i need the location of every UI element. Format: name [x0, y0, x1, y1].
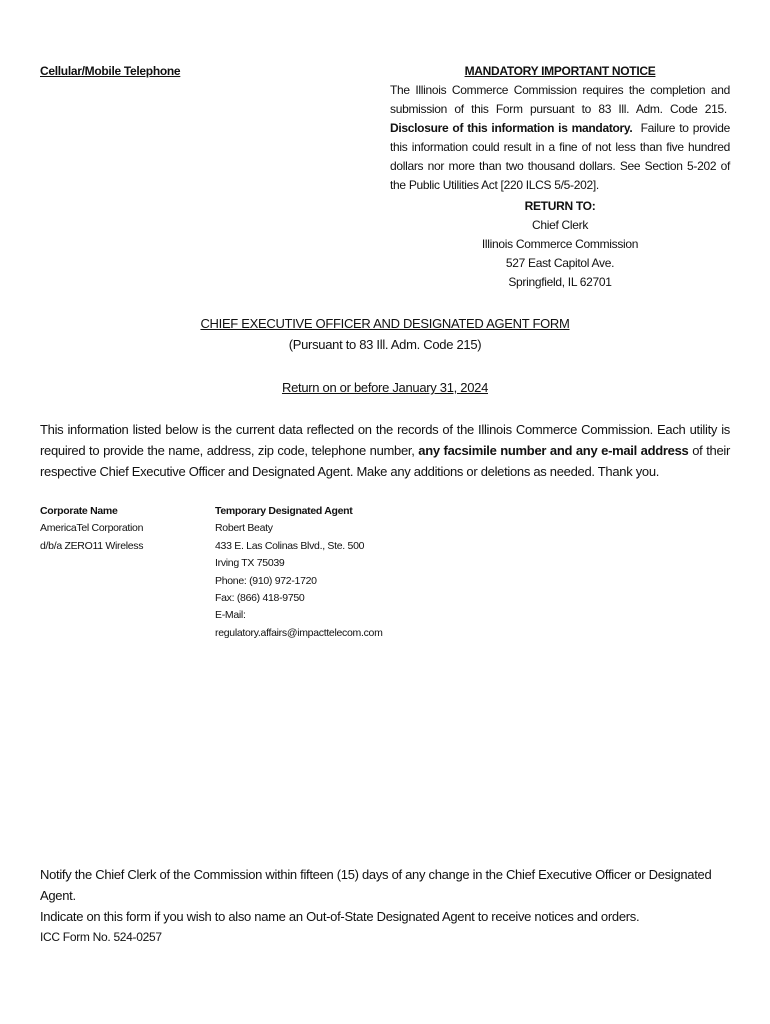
agent-line: Robert Beaty: [215, 522, 273, 535]
return-to-line: Chief Clerk: [531, 218, 589, 232]
corporate-heading: Corporate Name: [40, 505, 118, 517]
agent-line: Phone: (910) 972-1720: [215, 574, 317, 587]
corporate-line: d/b/a ZERO11 Wireless: [40, 539, 144, 552]
return-to-label: RETURN TO:: [524, 199, 596, 213]
return-to-line: 527 East Capitol Ave.: [505, 256, 615, 270]
form-title-block: [0, 313, 770, 355]
info-text-1: This information listed below is the current data reflected on the records of the Illinois Commerce Commission. Each utility is required to provide the name, address, zip code, telephone number,: [40, 422, 730, 458]
agent-heading: Temporary Designated Agent: [215, 505, 353, 517]
form-subtitle: (Pursuant to 83 Ill. Adm. Code 215): [288, 337, 482, 352]
form-title: CHIEF EXECUTIVE OFFICER AND DESIGNATED AGENT FORM: [200, 316, 570, 331]
designated-agent-block: [215, 503, 515, 642]
return-to-line: Illinois Commerce Commission: [481, 237, 639, 251]
agent-line: Irving TX 75039: [215, 557, 285, 570]
mandatory-notice: [390, 62, 730, 195]
corporate-name-block: [40, 503, 210, 555]
footer-note: Indicate on this form if you wish to also name an Out-of-State Designated Agent to receive notices and orders.: [40, 909, 640, 924]
footer-note: Notify the Chief Clerk of the Commission within fifteen (15) days of any change in the Chief Executive Officer or Designated Agent.: [40, 867, 712, 903]
form-number: ICC Form No. 524-0257: [40, 930, 162, 944]
info-paragraph: [40, 419, 730, 482]
notice-title: MANDATORY IMPORTANT NOTICE: [464, 64, 656, 78]
info-bold-text: any facsimile number and any e-mail address: [418, 443, 689, 458]
footer-notes: [40, 864, 730, 927]
agent-line: E-Mail:: [215, 609, 246, 622]
document-type-heading: Cellular/Mobile Telephone: [40, 64, 181, 78]
agent-line: 433 E. Las Colinas Blvd., Ste. 500: [215, 539, 365, 552]
notice-text-2: Failure to provide this information could result in a fine of not less than five hundred dollars nor more than two thousand dollars. See Section 5-202 of the Public Utilities Act [220 ILCS 5/5-202].: [390, 121, 730, 192]
notice-bold-text: Disclosure of this information is mandatory.: [390, 121, 633, 135]
agent-line: Fax: (866) 418-9750: [215, 592, 305, 605]
notice-text-1: The Illinois Commerce Commission requires the completion and submission of this Form pursuant to 83 Ill. Adm. Code 215.: [390, 83, 730, 116]
info-text-2: of their respective Chief Executive Officer and Designated Agent. Make any additions or deletions as needed. Thank you.: [40, 443, 731, 479]
notice-body: [390, 81, 730, 195]
due-date: Return on or before January 31, 2024: [281, 380, 488, 395]
agent-line: regulatory.affairs@impacttelecom.com: [215, 626, 383, 639]
return-to-address: [390, 197, 730, 292]
return-to-line: Springfield, IL 62701: [508, 275, 612, 289]
corporate-line: AmericaTel Corporation: [40, 522, 144, 535]
